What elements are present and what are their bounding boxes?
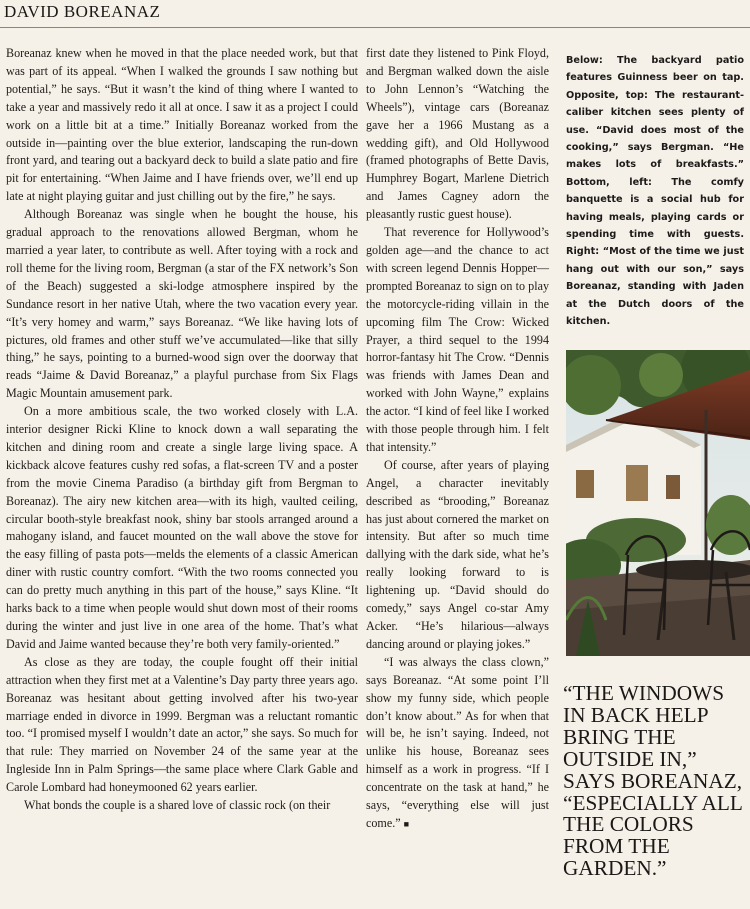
paragraph: What bonds the couple is a shared love of classic rock (on their	[24, 798, 331, 813]
running-header: DAVID BOREANAZ	[4, 2, 161, 21]
paragraph: Boreanaz knew when he moved in that the place needed work, but that was part of its appeal. “When I walked the grounds I saw nothing but potential,” he says. “But it wasn’t the kind of thing where I wanted to take a year and massively redo it all at once. I saw it as a project I could work on a little bit at a time.” Initially Boreanaz worked from the outside in—painting over the blue exterior, landscaping the run-down front yard, and tearing out a backyard deck to build a slate patio and fire pit for entertaining. “When Jaime and I have friends over, we’ll end up late at night playing guitar and just chilling out by the fire,” he says.	[6, 46, 358, 204]
backyard-patio-photo	[566, 350, 750, 656]
paragraph: Of course, after years of playing Angel, a character inevitably described as “brooding,” Boreanaz has just about cornered the market on intensity. But after so much time dallying with the dark side, what he’s really looking forward to is lightening up. “David should do comedy,” says Angel co-star Amy Acker. “He’s hilarious—always dancing around or playing jokes.”	[366, 457, 549, 651]
paragraph: Although Boreanaz was single when he bought the house, his gradual approach to the renovations allowed Bergman, whom he married a year later, to contribute as well. After toying with a rock and roll theme for the living room, Bergman (a star of the FX network’s Son of the Beach) suggested a ski-lodge atmosphere inspired by the Sundance resort in her native Utah, where the two vacation every year. “It’s very homey and warm,” says Boreanaz. “We like having lots of pictures, old frames and other stuff we’ve accumulated—like that silly thing,” he says, pointing to a burned-wood sign over the doorway that reads “Jaime & David Boreanaz,” a playful purchase from Six Flags Magic Mountain amusement park.	[6, 207, 358, 401]
paragraph	[366, 654, 549, 834]
article-column-1	[6, 45, 358, 815]
pull-quote: “THE WINDOWS IN BACK HELP BRING THE OUTSIDE IN,” SAYS BOREANAZ, “ESPECIALLY ALL THE COLORS FROM THE GARDEN.”	[563, 681, 743, 881]
paragraph: As close as they are today, the couple fought off their initial attraction when they first met at a Valentine’s Day party three years ago. Boreanaz was hesitant about getting involved after his two-year marriage ended in divorce in 1999. Bergman was a reluctant romantic too. “I promised myself I wouldn’t date an actor,” she says. So much for that rule: They married on November 24 of the same year at the Ingleside Inn in Palm Springs—the same place where Clark Gable and Carole Lombard had honeymooned 62 years earlier.	[6, 654, 358, 795]
paragraph-text: “I was always the class clown,” says Boreanaz. “At some point I’ll show my funny side, which people don’t know about.” As for when that will be, he isn’t saying. Indeed, not unlike his house, Boreanaz sees himself as a work in progress. “If I concentrate on the task at hand,” he says, “everything else will just come.”	[366, 654, 549, 830]
end-mark: ■	[403, 818, 410, 829]
paragraph: That reverence for Hollywood’s golden age—and the chance to act with screen legend Dennis Hopper—prompted Boreanaz to sign on to play the motorcycle-riding villain in the upcoming film The Crow: Wicked Prayer, a third sequel to the 1994 horror-fantasy hit The Crow. “Dennis was friends with James Dean and worked with John Wayne,” explains the actor. “I kind of feel like I worked with those people through him. I felt that intensity.”	[366, 225, 550, 454]
paragraph: On a more ambitious scale, the two worked closely with L.A. interior designer Ricki Kline to knock down a wall separating the kitchen and dining room and create a single large living space. A kickback alcove features cushy red sofas, a flat-screen TV and a poster from the movie Cinema Paradiso (a birthday gift from Bergman to Boreanaz). The airy new kitchen area—with its high, vaulted ceiling, circular booth-style breakfast nook, shiny bar stools arranged around a mahogany island, and faucet mounted on the wall above the stove for the easy filling of pasta pots—melds the elements of a classic American diner with rustic country comfort. “With the two rooms connected you can do pretty much anything in this part of the house,” says Kline. “It harks back to a time when people would shut down most of their rooms during the winter and just live in one area of the home. That’s what David and Jaime wanted because they’re both very family-oriented.”	[6, 404, 358, 651]
header-rule	[0, 27, 750, 28]
photo-caption: Below: The backyard patio features Guinness beer on tap. Opposite, top: The restaurant-caliber kitchen sees plenty of use. “David does most of the cooking,” says Bergman. “He makes lots of breakfasts.” Bottom, left: The comfy banquette is a social hub for having meals, playing cards or spending time with guests. Right: “Most of the time we just hang out with our son,” says Boreanaz, standing with Jaden at the Dutch doors of the kitchen.	[566, 55, 744, 328]
paragraph: first date they listened to Pink Floyd, and Bergman walked down the aisle to John Lennon’s “Watching the Wheels”), vintage cars (Boreanaz gave her a 1966 Mustang as a wedding gift), and Old Hollywood (framed photographs of Bette Davis, Humphrey Bogart, Marlene Dietrich and James Cagney adorn the pleasantly rustic guest house).	[366, 46, 549, 222]
article-column-2	[366, 45, 549, 834]
